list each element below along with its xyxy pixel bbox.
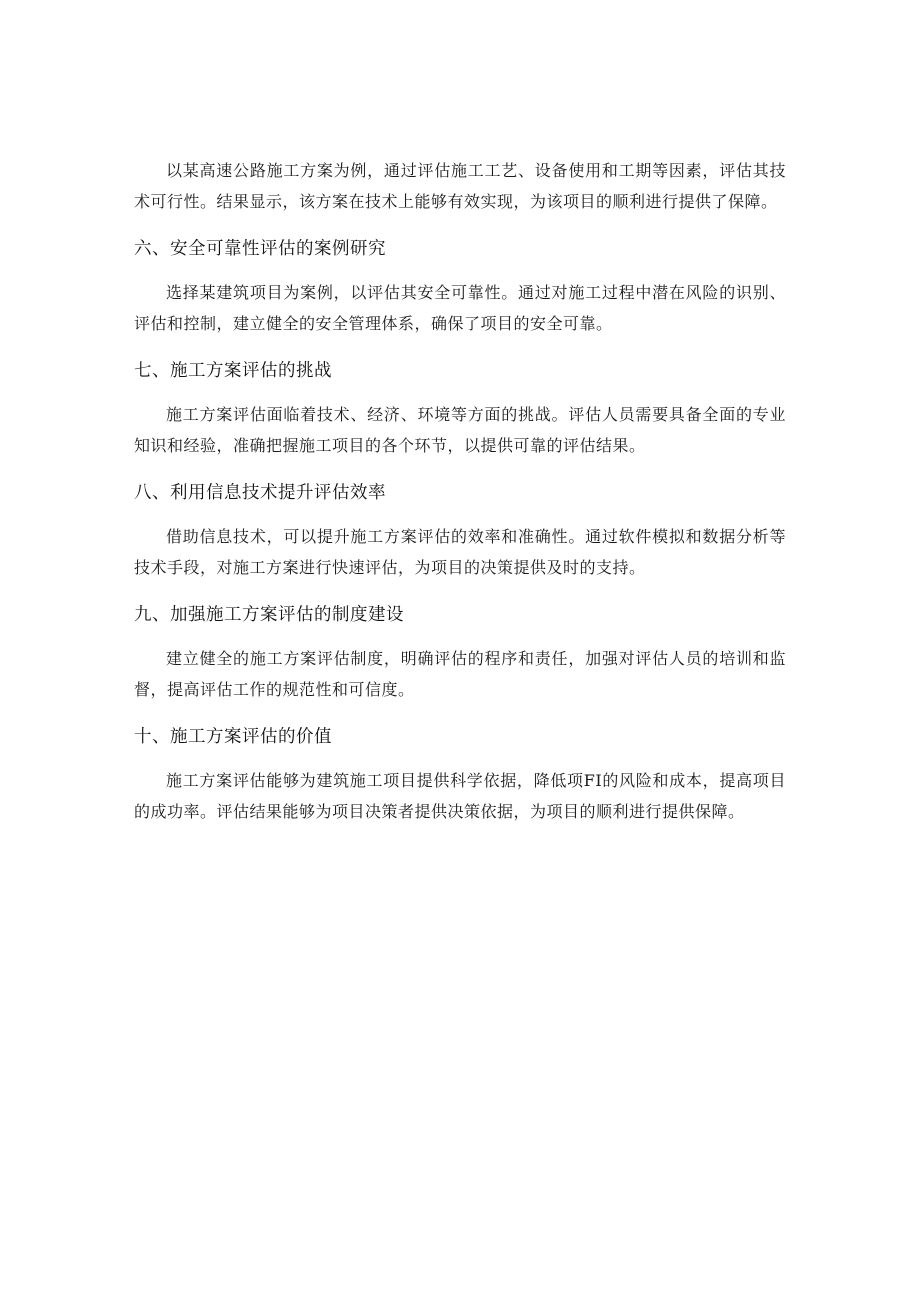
spacer [134,705,786,725]
section-body-10: 施工方案评估能够为建筑施工项目提供科学依据，降低项FI的风险和成本，提高项目的成功率。评估结果能够为项目决策者提供决策依据，为项目的顺利进行提供保障。 [134,771,786,821]
section-body-8: 借助信息技术，可以提升施工方案评估的效率和准确性。通过软件模拟和数据分析等技术手段，对施工方案进行快速评估，为项目的决策提供及时的支持。 [134,527,786,577]
section-body-9: 建立健全的施工方案评估制度，明确评估的程序和责任，加强对评估人员的培训和监督，提高评估工作的规范性和可信度。 [134,649,786,699]
section-body-6: 选择某建筑项目为案例，以评估其安全可靠性。通过对施工过程中潜在风险的识别、评估和控制，建立健全的安全管理体系，确保了项目的安全可靠。 [134,283,786,333]
spacer [134,217,786,237]
section-body-7: 施工方案评估面临着技术、经济、环境等方面的挑战。评估人员需要具备全面的专业知识和经验，准确把握施工项目的各个环节，以提供可靠的评估结果。 [134,405,786,455]
spacer [134,261,786,278]
spacer [134,583,786,603]
spacer [134,383,786,400]
section-heading-8: 八、利用信息技术提升评估效率 [134,483,386,503]
spacer [134,339,786,359]
section-heading-6: 六、安全可靠性评估的案例研究 [134,239,386,259]
section-heading-10: 十、施工方案评估的价值 [134,727,332,747]
spacer [134,749,786,766]
section-heading-7: 七、施工方案评估的挑战 [134,361,332,381]
section-heading-9: 九、加强施工方案评估的制度建设 [134,605,404,625]
spacer [134,627,786,644]
document-body [134,156,786,827]
spacer [134,505,786,522]
spacer [134,461,786,481]
intro-paragraph: 以某高速公路施工方案为例，通过评估施工工艺、设备使用和工期等因素，评估其技术可行性。结果显示，该方案在技术上能够有效实现，为该项目的顺利进行提供了保障。 [134,161,786,211]
